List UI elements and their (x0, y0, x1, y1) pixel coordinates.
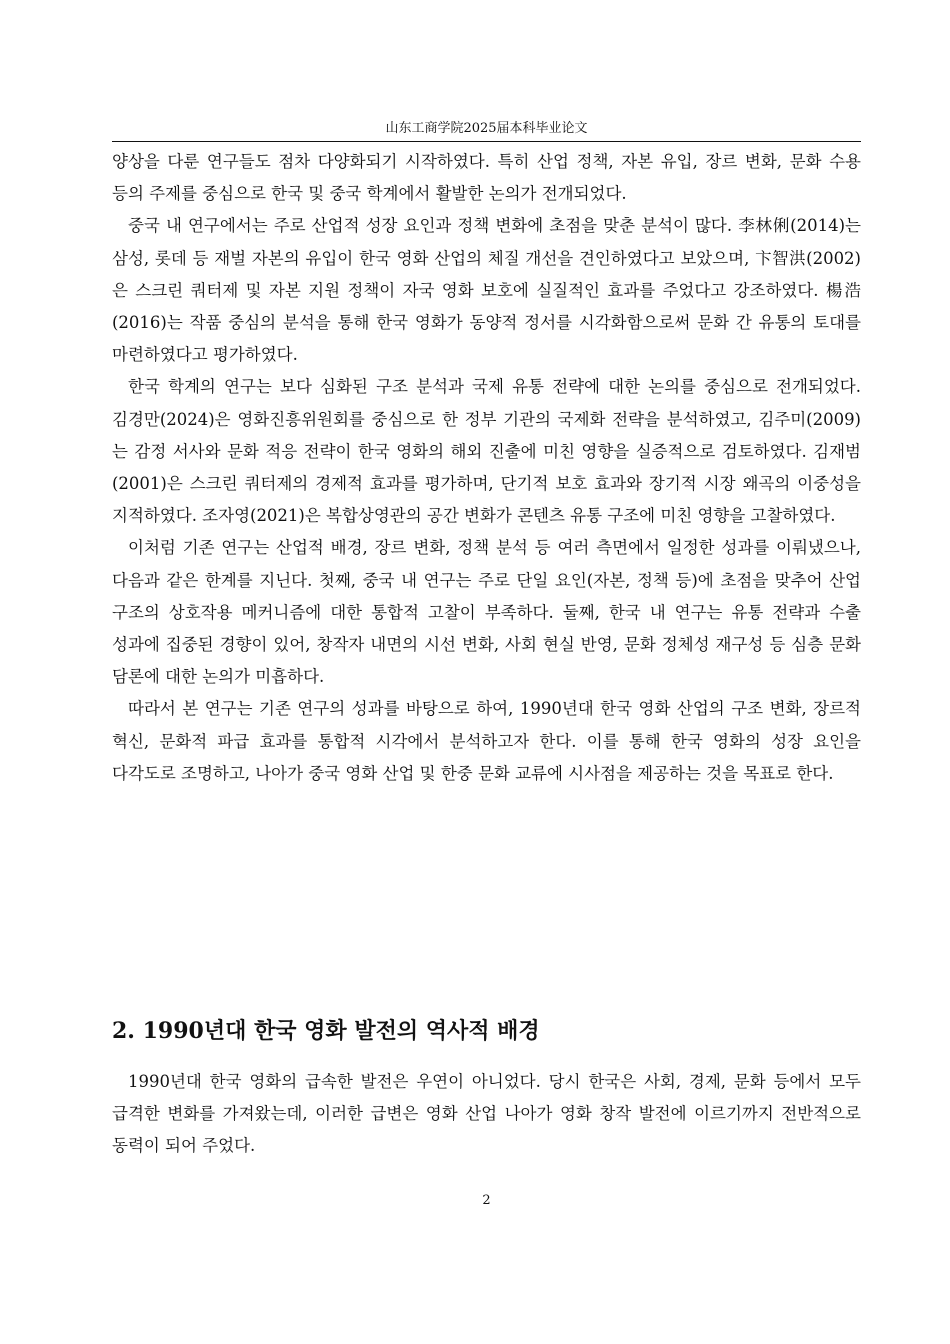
header-rule (112, 141, 861, 142)
paragraph-limitations: 이처럼 기존 연구는 산업적 배경, 장르 변화, 정책 분석 등 여러 측면에서 일정한 성과를 이뤄냈으나, 다음과 같은 한계를 지닌다. 첫째, 중국 내 연구는 주로 단일 요인(자본, 정책 등)에 초점을 맞추어 산업 구조의 상호작용 메커니즘에 대한 통합적 고찰이 부족하다. 둘째, 한국 내 연구는 유통 전략과 수출 성과에 집중된 경향이 있어, 창작자 내면의 시선 변화, 사회 현실 반영, 문화 정체성 재구성 등 심층 문화 담론에 대한 논의가 미흡하다. (112, 538, 861, 687)
page-number: 2 (482, 1193, 491, 1208)
paragraph-continuation: 양상을 다룬 연구들도 점차 다양화되기 시작하였다. 특히 산업 정책, 자본 유입, 장르 변화, 문화 수용 등의 주제를 중심으로 한국 및 중국 학계에서 활발한 논의가 전개되었다. (112, 152, 861, 204)
body-text (112, 146, 861, 790)
paragraph-section-intro: 1990년대 한국 영화의 급속한 발전은 우연이 아니었다. 당시 한국은 사회, 경제, 문화 등에서 모두 급격한 변화를 가져왔는데, 이러한 급변은 영화 산업 나아가 영화 창작 발전에 이르기까지 전반적으로 동력이 되어 주었다. (112, 1072, 861, 1156)
page-header: 山东工商学院2025届本科毕业论文 (385, 121, 588, 136)
paragraph-study-aim: 따라서 본 연구는 기존 연구의 성과를 바탕으로 하여, 1990년대 한국 영화 산업의 구조 변화, 장르적 혁신, 문화적 파급 효과를 통합적 시각에서 분석하고자 한다. 이를 통해 한국 영화의 성장 요인을 다각도로 조명하고, 나아가 중국 영화 산업 및 한중 문화 교류에 시사점을 제공하는 것을 목표로 한다. (112, 699, 861, 783)
paragraph-korean-research: 한국 학계의 연구는 보다 심화된 구조 분석과 국제 유통 전략에 대한 논의를 중심으로 전개되었다. 김경만(2024)은 영화진흥위원회를 중심으로 한 정부 기관의 국제화 전략을 분석하였고, 김주미(2009)는 감정 서사와 문화 적응 전략이 한국 영화의 해외 진출에 미친 영향을 실증적으로 검토하였다. 김재범(2001)은 스크린 쿼터제의 경제적 효과를 평가하며, 단기적 보호 효과와 장기적 시장 왜곡의 이중성을 지적하였다. 조자영(2021)은 복합상영관의 공간 변화가 콘텐츠 유통 구조에 미친 영향을 고찰하였다. (112, 377, 861, 526)
paragraph-chinese-research: 중국 내 연구에서는 주로 산업적 성장 요인과 정책 변화에 초점을 맞춘 분석이 많다. 李林俐(2014)는 삼성, 롯데 등 재벌 자본의 유입이 한국 영화 산업의 체질 개선을 견인하였다고 보았으며, 卞智洪(2002)은 스크린 쿼터제 및 자본 지원 정책이 자국 영화 보호에 실질적인 효과를 주었다고 강조하였다. 楊浩(2016)는 작품 중심의 분석을 통해 한국 영화가 동양적 정서를 시각화함으로써 문화 간 유통의 토대를 마련하였다고 평가하였다. (112, 216, 861, 365)
section-body (112, 1066, 861, 1163)
section-heading: 2. 1990년대 한국 영화 발전의 역사적 배경 (112, 1018, 540, 1044)
